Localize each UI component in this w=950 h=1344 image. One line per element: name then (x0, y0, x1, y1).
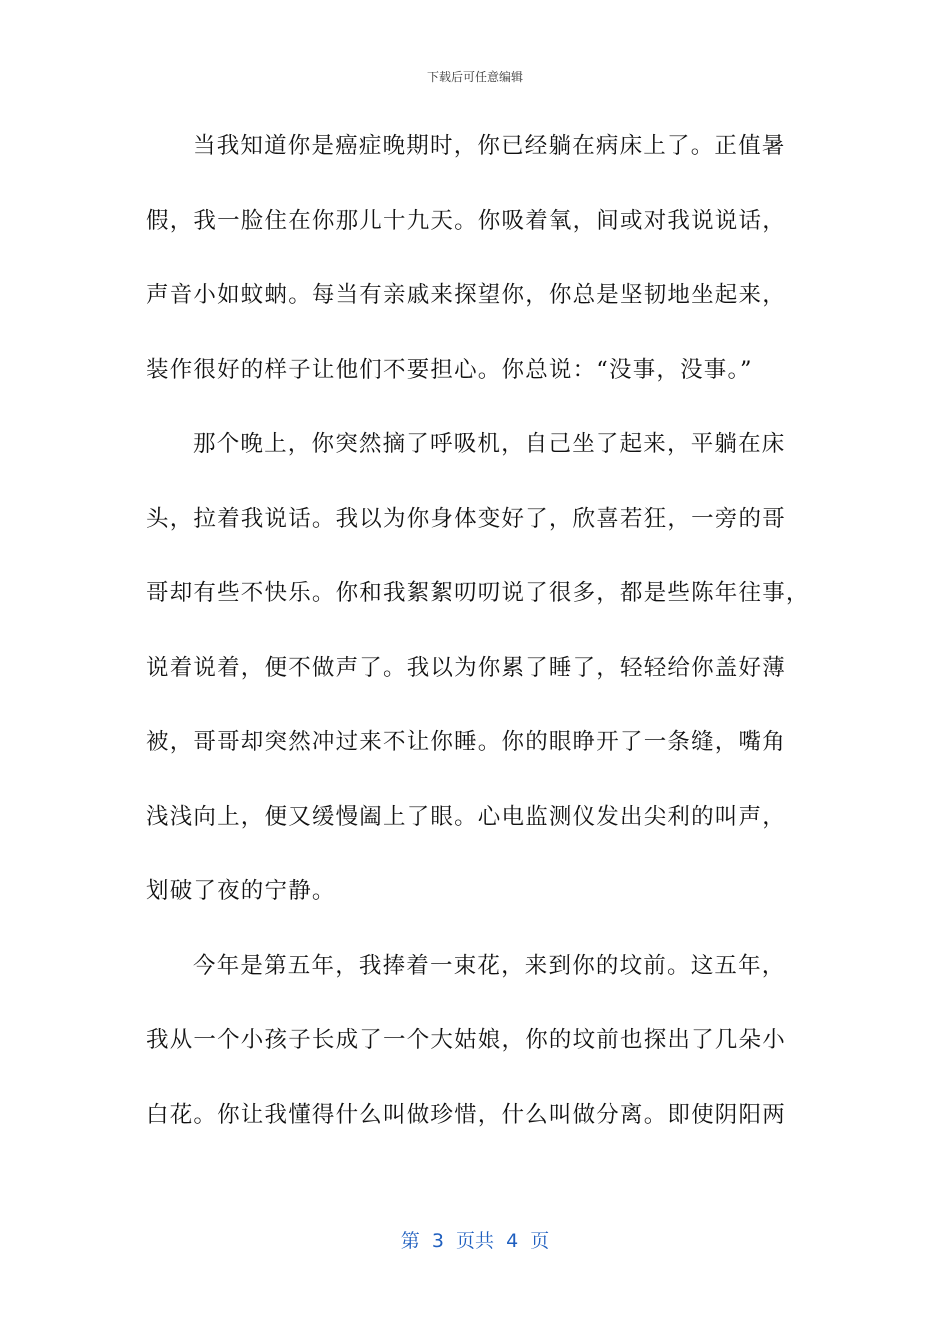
paragraph-line: 声音小如蚊蚋。每当有亲戚来探望你，你总是坚韧地坐起来， (146, 282, 786, 308)
paragraph-line: 被，哥哥却突然冲过来不让你睡。你的眼睁开了一条缝，嘴角 (146, 729, 786, 755)
paragraph-line: 假，我一脸住在你那儿十九天。你吸着氧，间或对我说说话， (146, 207, 786, 234)
paragraph-line: 今年是第五年，我捧着一束花，来到你的坟前。这五年， (193, 952, 786, 979)
paragraph-line: 头，拉着我说话。我以为你身体变好了，欣喜若狂，一旁的哥 (146, 505, 786, 532)
paragraph-line: 哥却有些不快乐。你和我絮絮叨叨说了很多，都是些陈年往事， (146, 580, 810, 606)
paragraph-line: 那个晚上，你突然摘了呼吸机，自己坐了起来，平躺在床 (193, 431, 786, 457)
paragraph-line: 装作很好的样子让他们不要担心。你总说：“没事，没事。” (146, 356, 753, 383)
paragraph-line: 划破了夜的宁静。 (146, 878, 336, 904)
paragraph-line: 浅浅向上，便又缓慢阖上了眼。心电监测仪发出尖利的叫声， (146, 803, 786, 830)
paragraph-line: 我从一个小孩子长成了一个大姑娘，你的坟前也探出了几朵小 (146, 1027, 786, 1053)
page-number: 第 3 页共 4 页 (400, 1230, 550, 1252)
paragraph-line: 说着说着，便不做声了。我以为你累了睡了，轻轻给你盖好薄 (146, 654, 786, 681)
paragraph-line: 当我知道你是癌症晚期时，你已经躺在病床上了。正值暑 (193, 133, 786, 159)
document-body (146, 124, 826, 1167)
paragraph-line: 白花。你让我懂得什么叫做珍惜，什么叫做分离。即使阴阳两 (146, 1101, 786, 1128)
page-header-note: 下载后可任意编辑 (426, 70, 523, 84)
